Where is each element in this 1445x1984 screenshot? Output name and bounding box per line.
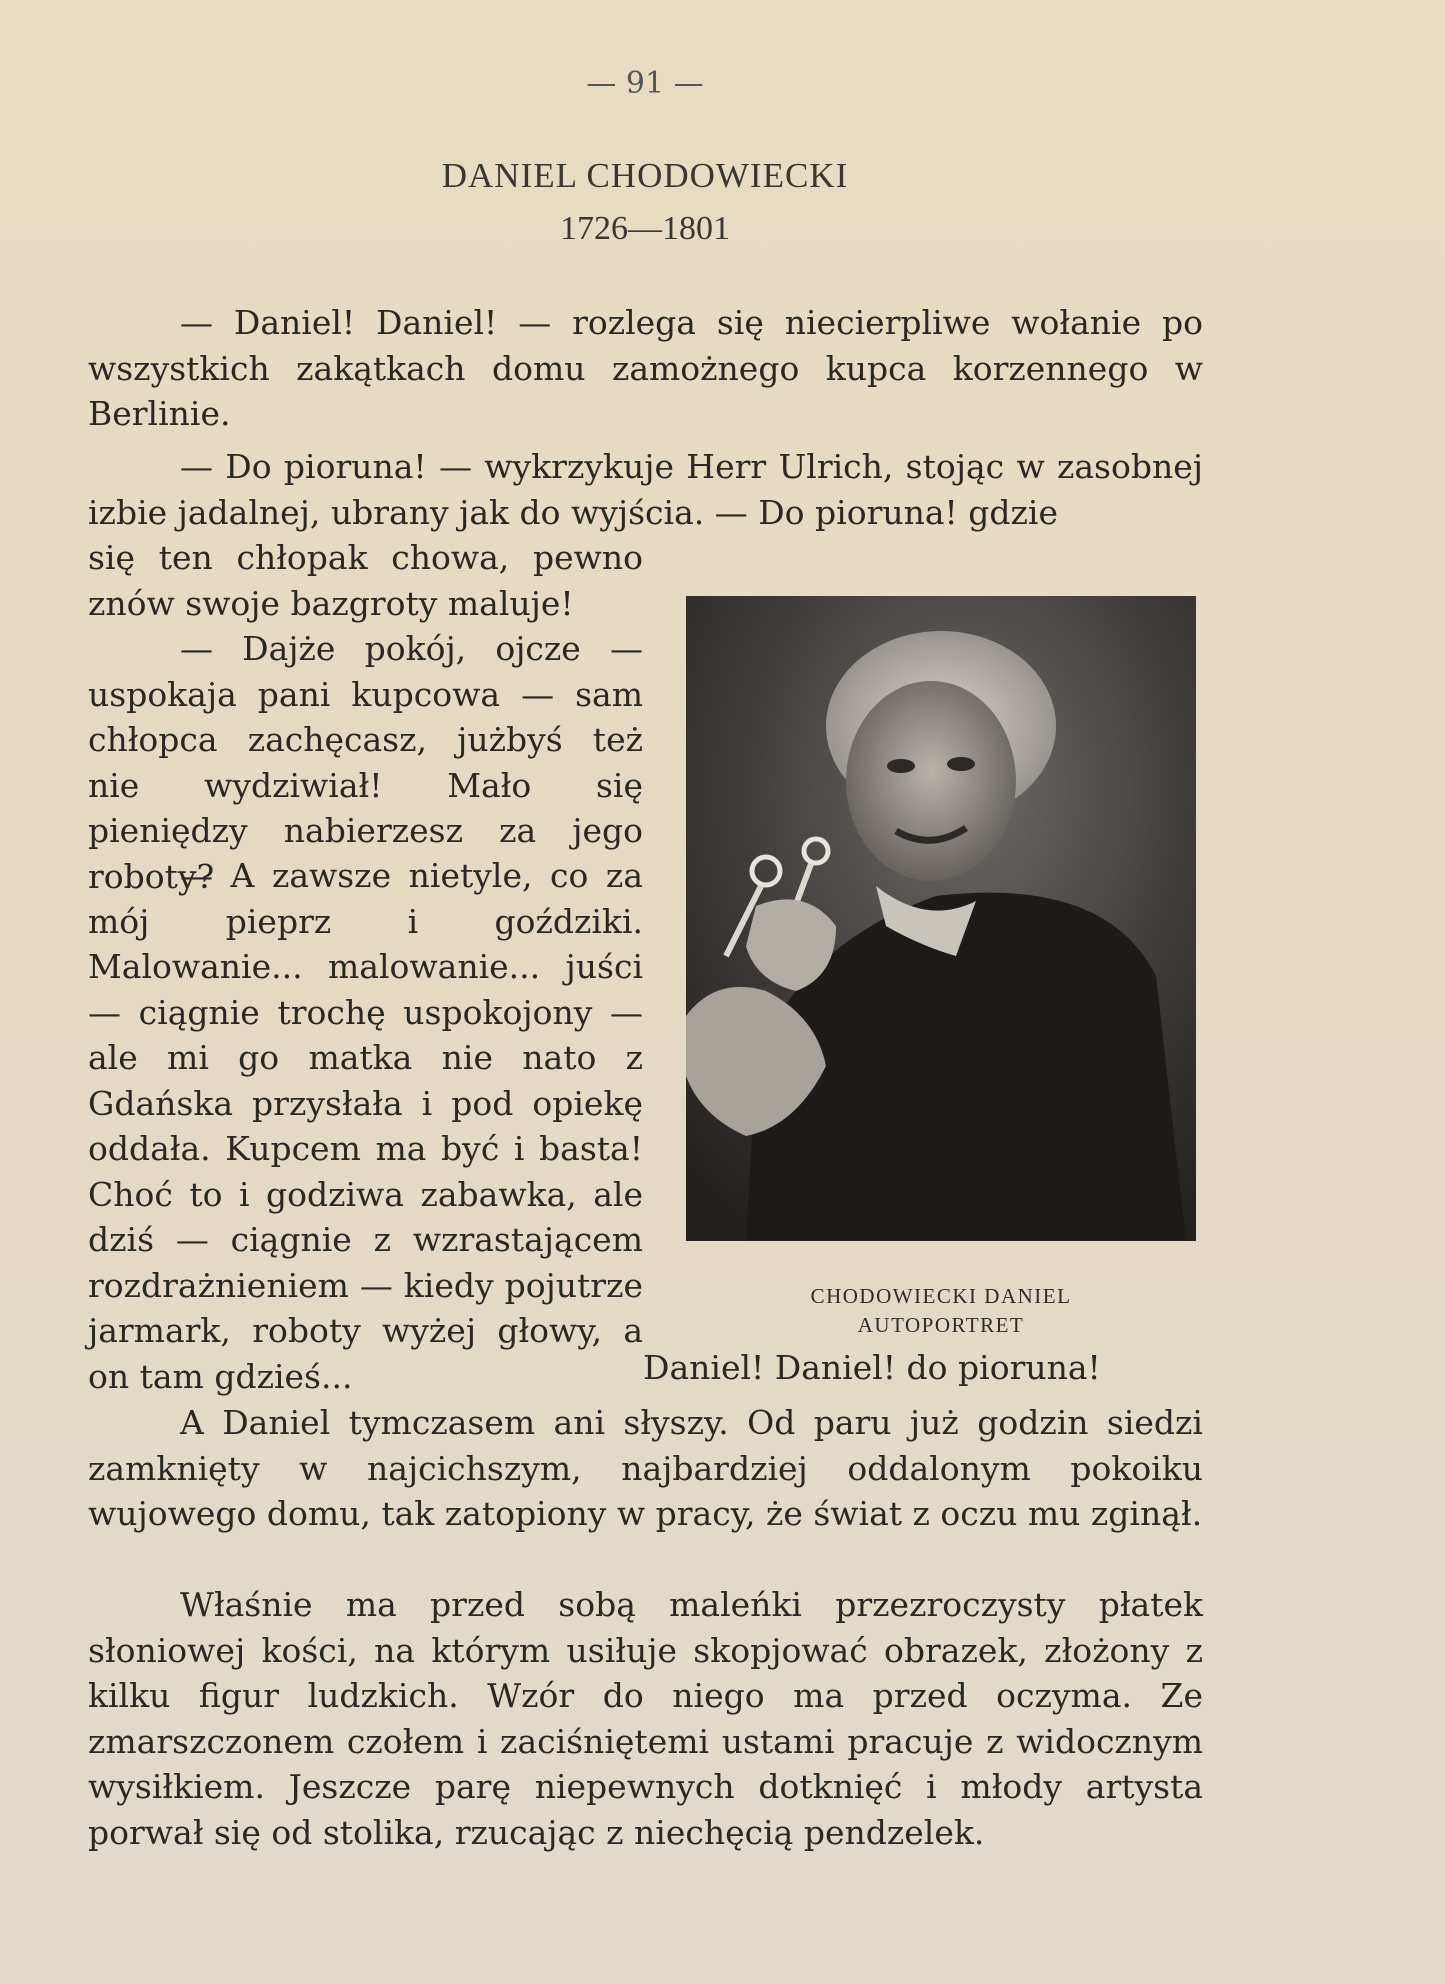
caption-line-2: AUTOPORTRET [857,1313,1025,1337]
chapter-dates: 1726—1801 [560,210,730,247]
portrait-drawing [686,596,1196,1241]
paragraph-6: Właśnie ma przed sobą maleńki przezroczysty płatek słoniowej kości, na którym usiłuje skopjować obrazek, złożony z kilku figur ludzkich. Wzór do niego ma przed oczyma. Ze zmarszczonem czołem i zaciśniętemi ustami pracuje z widocznym wysiłkiem. Jeszcze parę niepewnych dotknięć i młody artysta porwał się od stolika, rzucając z niechęcią pendzelek. [88,1585,1203,1852]
paragraph-4a: — A zawsze nietyle, co za mój pieprz i goździki. Malowanie... malowanie... juści — ciągnie trochę uspokojony — ale mi go matka nie nato z Gdańska przysłała i pod opiekę oddała. Kupcem ma być i basta! Choć to i godziwa zabawka, ale dziś — ciągnie z wzrastającem rozdrażnieniem — kiedy pojutrze jarmark, roboty wyżej głowy, a on tam gdzieś... [88,856,643,1396]
figure-caption [686,1282,1196,1340]
paragraph-2a: — Do pioruna! — wykrzykuje Herr Ulrich, stojąc w zasobnej izbie jadalnej, ubrany jak do wyjścia. — Do pioruna! gdzie [88,447,1203,532]
paragraph-5: A Daniel tymczasem ani słyszy. Od paru już godzin siedzi zamknięty w najcichszym, najbardziej oddalonym pokoiku wujowego domu, tak zatopiony w pracy, że świat z oczu mu zginął. [88,1403,1203,1533]
paragraph-4b: Daniel! Daniel! do pioruna! [643,1348,1101,1387]
caption-line-1: CHODOWIECKI DANIEL [810,1284,1072,1308]
paragraph-1: — Daniel! Daniel! — rozlega się niecierpliwe wołanie po wszystkich zakątkach domu zamożnego kupca korzennego w Berlinie. [88,303,1203,433]
paragraph-2b: się ten chłopak chowa, pewno znów swoje bazgroty maluje! [88,538,643,623]
paragraph-3: — Dajże pokój, ojcze — uspokaja pani kupcowa — sam chłopca zachęcasz, jużbyś też nie wydziwiał! Mało się pieniędzy nabierzesz za jego roboty? [88,629,643,896]
page-number: — 91 — [586,66,704,101]
chapter-title: DANIEL CHODOWIECKI [441,156,849,195]
self-portrait-image [686,596,1196,1241]
